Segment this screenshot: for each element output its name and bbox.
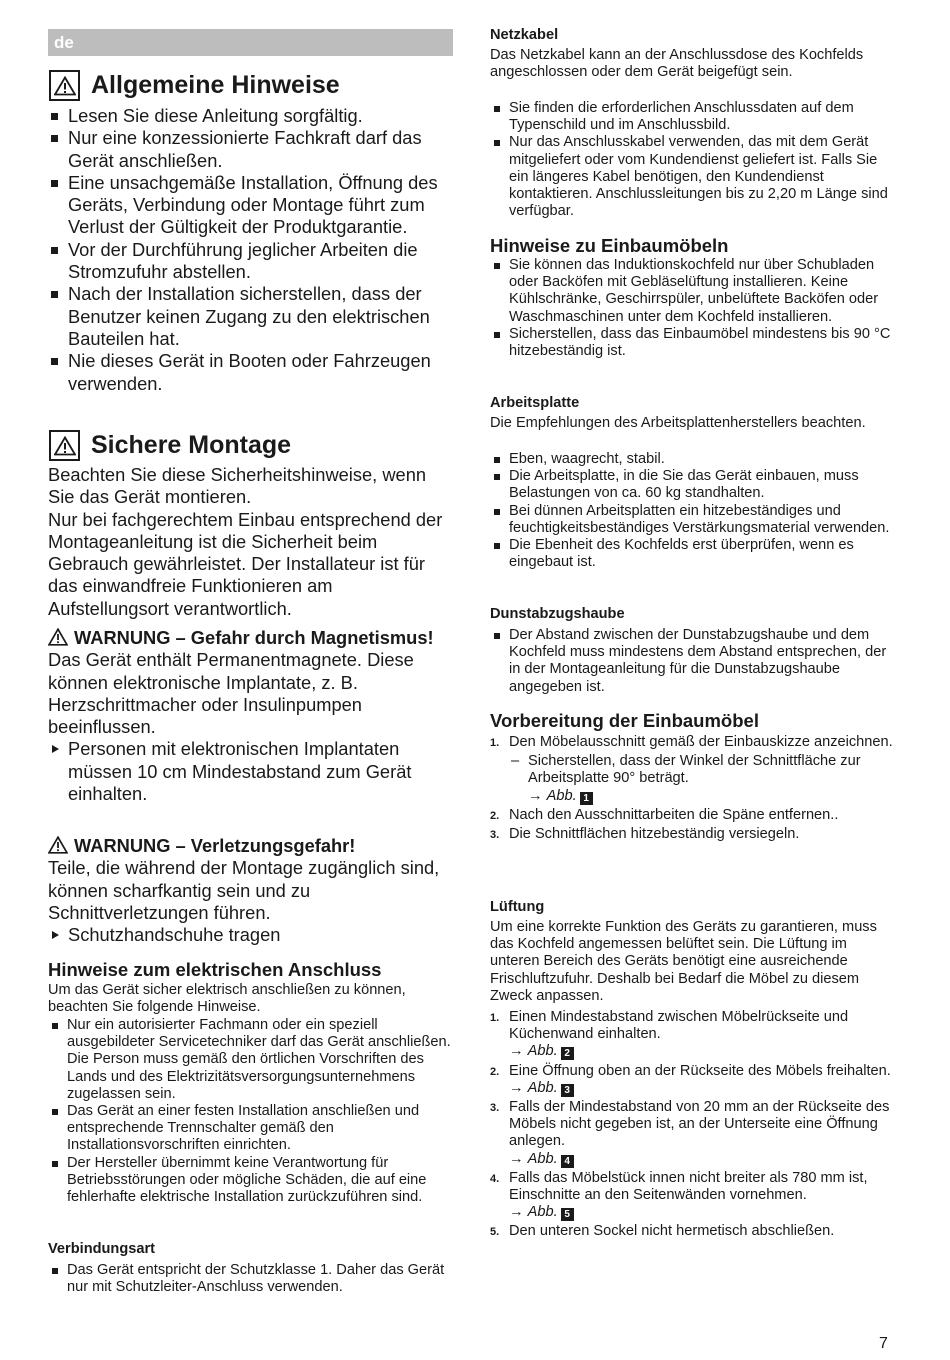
step-item: 1. Den Möbelausschnitt gemäß der Einbauskizze anzeichnen. – Sicherstellen, dass der Winkel der Schnittfläche zur Arbeitsplatte 90° beträgt. → Abb. 1	[490, 734, 895, 805]
warning-text: Teile, die während der Montage zugänglich sind, können scharfkantig sein und zu Schnittverletzungen führen.	[48, 857, 440, 923]
figure-ref: → Abb. 5	[509, 1204, 895, 1221]
list-item: Nur eine konzessionierte Fachkraft darf das Gerät anschließen.	[48, 127, 453, 172]
figure-ref: → Abb. 2	[509, 1043, 895, 1060]
magnetism-warning	[48, 627, 453, 805]
injury-warning	[48, 835, 453, 946]
step-text: Die Schnittflächen hitzebeständig versiegeln.	[509, 826, 800, 843]
step-item: 5. Den unteren Sockel nicht hermetisch abschließen.	[490, 1223, 835, 1240]
figure-ref: → Abb. 4	[509, 1151, 895, 1168]
figure-number: 5	[561, 1208, 574, 1221]
power-cable-intro: Das Netzkabel kann an der Anschlussdose des Kochfelds angeschlossen oder dem Gerät beigefügt sein.	[490, 47, 864, 81]
ventilation-intro: Um eine korrekte Funktion des Geräts zu garantieren, muss das Kochfeld angemessen belüftet sein. Die Lüftung im unteren Bereich des Geräts benötigt eine ausreichende Frischluftzufuhr. Deshalb bei Bedarf die Möbel zu diesem Zweck anpassen.	[490, 919, 877, 1004]
list-item: Eine unsachgemäße Installation, Öffnung des Geräts, Verbindung oder Montage führt zum Verlust der Gültigkeit der Produktgarantie.	[48, 172, 453, 239]
figure-ref: → Abb. 3	[509, 1080, 895, 1097]
step-text: Einen Mindestabstand zwischen Möbelrückseite und Küchenwand einhalten.	[509, 1009, 849, 1043]
list-item: Vor der Durchführung jeglicher Arbeiten die Stromzufuhr abstellen.	[48, 239, 453, 284]
safe-assembly-heading	[48, 430, 291, 461]
list-item: Nie dieses Gerät in Booten oder Fahrzeugen verwenden.	[48, 350, 453, 395]
language-bar	[48, 29, 453, 56]
warning-action: Schutzhandschuhe tragen	[48, 924, 453, 946]
warning-heading	[48, 627, 453, 649]
worktop-heading: Arbeitsplatte	[490, 395, 580, 411]
warning-text: Das Gerät enthält Permanentmagnete. Diese können elektronische Implantate, z. B. Herzschrittmacher oder Insulinpumpen beeinflussen.	[48, 649, 414, 738]
figure-number: 3	[561, 1084, 574, 1097]
figure-number: 1	[580, 792, 593, 805]
list-item: Das Gerät an einer festen Installation anschließen und entsprechende Trennschalter gemäß den Installationsvorschriften einrichten.	[48, 1103, 453, 1155]
safe-assembly-title: Sichere Montage	[91, 431, 292, 459]
list-item: Das Gerät entspricht der Schutzklasse 1. Daher das Gerät nur mit Schutzleiter-Anschluss verwenden.	[48, 1262, 453, 1296]
warning-action: Personen mit elektronischen Implantaten müssen 10 cm Mindestabstand zum Gerät einhalten.	[48, 738, 453, 805]
worktop-list	[490, 451, 895, 571]
list-item: Lesen Sie diese Anleitung sorgfältig.	[48, 105, 453, 127]
assembly-intro: Beachten Sie diese Sicherheitshinweise, wenn Sie das Gerät montieren.	[48, 464, 427, 508]
step-item: 3. Falls der Mindestabstand von 20 mm an der Rückseite des Möbels nicht gegeben ist, an der Unterseite eine Öffnung anlegen. → Abb. 4	[490, 1099, 895, 1168]
electrical-list	[48, 1017, 453, 1206]
list-item: Sie können das Induktionskochfeld nur über Schubladen oder Backöfen mit Gebläselüftung installieren. Keine Kühlschränke, Geschirrspüler, unbelüftete Backöfen oder Waschmaschinen unter dem Kochfeld installieren.	[490, 257, 895, 326]
connection-type-list	[48, 1262, 453, 1296]
worktop-intro: Die Empfehlungen des Arbeitsplattenherstellers beachten.	[490, 415, 866, 431]
language-label: de	[54, 33, 74, 52]
step-item: 2. Nach den Ausschnittarbeiten die Späne entfernen..	[490, 806, 839, 823]
power-cable-heading: Netzkabel	[490, 27, 559, 43]
sub-step-text: Sicherstellen, dass der Winkel der Schnittfläche zur Arbeitsplatte 90° beträgt.	[528, 753, 861, 787]
warning-icon	[49, 70, 80, 101]
warning-triangle-icon	[48, 836, 68, 854]
step-text: Falls der Mindestabstand von 20 mm an der Rückseite des Möbels nicht gegeben ist, an der Unterseite eine Öffnung anlegen.	[509, 1099, 890, 1150]
electrical-intro: Um das Gerät sicher elektrisch anschließen zu können, beachten Sie folgende Hinweise.	[48, 982, 406, 1016]
list-item: Nach der Installation sicherstellen, dass der Benutzer keinen Zugang zu den elektrischen Bauteilen hat.	[48, 283, 453, 350]
step-item: 3. Die Schnittflächen hitzebeständig versiegeln.	[490, 826, 800, 843]
list-item: Sie finden die erforderlichen Anschlussdaten auf dem Typenschild und im Anschlussbild.	[490, 100, 895, 134]
hood-list	[490, 627, 895, 696]
list-item: Nur ein autorisierter Fachmann oder ein speziell ausgebildeter Servicetechniker darf das Gerät anschließen. Die Person muss gemäß den örtlichen Vorschriften des Lands und des Elektrizitätsversorgungsunternehmens zugelassen sein.	[48, 1017, 453, 1103]
general-notes-heading	[48, 70, 340, 101]
step-text: Eine Öffnung oben an der Rückseite des Möbels freihalten.	[509, 1062, 891, 1079]
step-text: Nach den Ausschnittarbeiten die Späne entfernen..	[509, 806, 839, 823]
step-item: 2. Eine Öffnung oben an der Rückseite des Möbels freihalten. → Abb. 3	[490, 1063, 895, 1097]
step-text: Den Möbelausschnitt gemäß der Einbauskizze anzeichnen.	[509, 734, 893, 750]
electrical-heading: Hinweise zum elektrischen Anschluss	[48, 959, 382, 980]
page-number: 7	[879, 1335, 888, 1352]
assembly-intro-2: Nur bei fachgerechtem Einbau entsprechend der Montageanleitung ist die Sicherheit beim Gebrauch gewährleistet. Der Installateur ist für das einwandfreie Funktionieren am Aufstellungsort verantwortlich.	[48, 508, 443, 619]
step-text: Falls das Möbelstück innen nicht breiter als 780 mm ist, Einschnitte an den Seitenwänden vornehmen.	[509, 1169, 868, 1204]
list-item: Der Hersteller übernimmt keine Verantwortung für Betriebsstörungen oder mögliche Schäden, die auf eine fehlerhafte elektrische Installation zurückzuführen sind.	[48, 1155, 453, 1207]
list-item: Bei dünnen Arbeitsplatten ein hitzebeständiges und feuchtigkeitsbeständiges Verstärkungsmaterial verwenden.	[490, 503, 895, 537]
general-notes-list	[48, 105, 453, 395]
prep-steps	[490, 734, 895, 843]
hood-heading: Dunstabzugshaube	[490, 606, 625, 622]
ventilation-steps	[490, 1009, 895, 1241]
prep-heading: Vorbereitung der Einbaumöbel	[490, 710, 759, 731]
list-item: Sicherstellen, dass das Einbaumöbel mindestens bis 90 °C hitzebeständig ist.	[490, 326, 895, 360]
step-item: 4. Falls das Möbelstück innen nicht breiter als 780 mm ist, Einschnitte an den Seitenwänden vornehmen. → Abb. 5	[490, 1170, 895, 1222]
warning-title: WARNUNG – Gefahr durch Magnetismus!	[74, 627, 434, 648]
warning-triangle-icon	[48, 628, 68, 646]
step-text: Den unteren Sockel nicht hermetisch abschließen.	[509, 1223, 835, 1240]
list-item: Die Arbeitsplatte, in die Sie das Gerät einbauen, muss Belastungen von ca. 60 kg standhalten.	[490, 468, 895, 502]
figure-number: 4	[561, 1155, 574, 1168]
list-item: Eben, waagrecht, stabil.	[490, 451, 895, 468]
warning-title: WARNUNG – Verletzungsgefahr!	[74, 835, 356, 856]
sub-step	[509, 753, 895, 805]
list-item: Die Ebenheit des Kochfelds erst überprüfen, wenn es eingebaut ist.	[490, 537, 895, 571]
figure-number: 2	[561, 1047, 574, 1060]
warning-icon	[49, 430, 80, 461]
figure-ref: → Abb. 1	[528, 788, 895, 805]
furniture-list	[490, 257, 895, 360]
general-notes-title: Allgemeine Hinweise	[91, 71, 340, 99]
list-item: Der Abstand zwischen der Dunstabzugshaube und dem Kochfeld muss mindestens dem Abstand entsprechen, der in der Montageanleitung für die Dunstabzugshaube angegeben ist.	[490, 627, 895, 696]
list-item: Nur das Anschlusskabel verwenden, das mit dem Gerät mitgeliefert oder vom Kundendienst geliefert ist. Falls Sie ein längeres Kabel benötigen, den Kundendienst kontaktieren. Anschlussleitungen bis zu 2,20 m Länge sind verfügbar.	[490, 134, 895, 220]
ventilation-heading: Lüftung	[490, 899, 545, 915]
step-item: 1. Einen Mindestabstand zwischen Möbelrückseite und Küchenwand einhalten. → Abb. 2	[490, 1009, 895, 1061]
power-cable-list	[490, 100, 895, 220]
safe-assembly-body	[48, 464, 453, 620]
furniture-heading: Hinweise zu Einbaumöbeln	[490, 235, 729, 256]
warning-heading	[48, 835, 453, 857]
connection-type-heading: Verbindungsart	[48, 1241, 156, 1257]
